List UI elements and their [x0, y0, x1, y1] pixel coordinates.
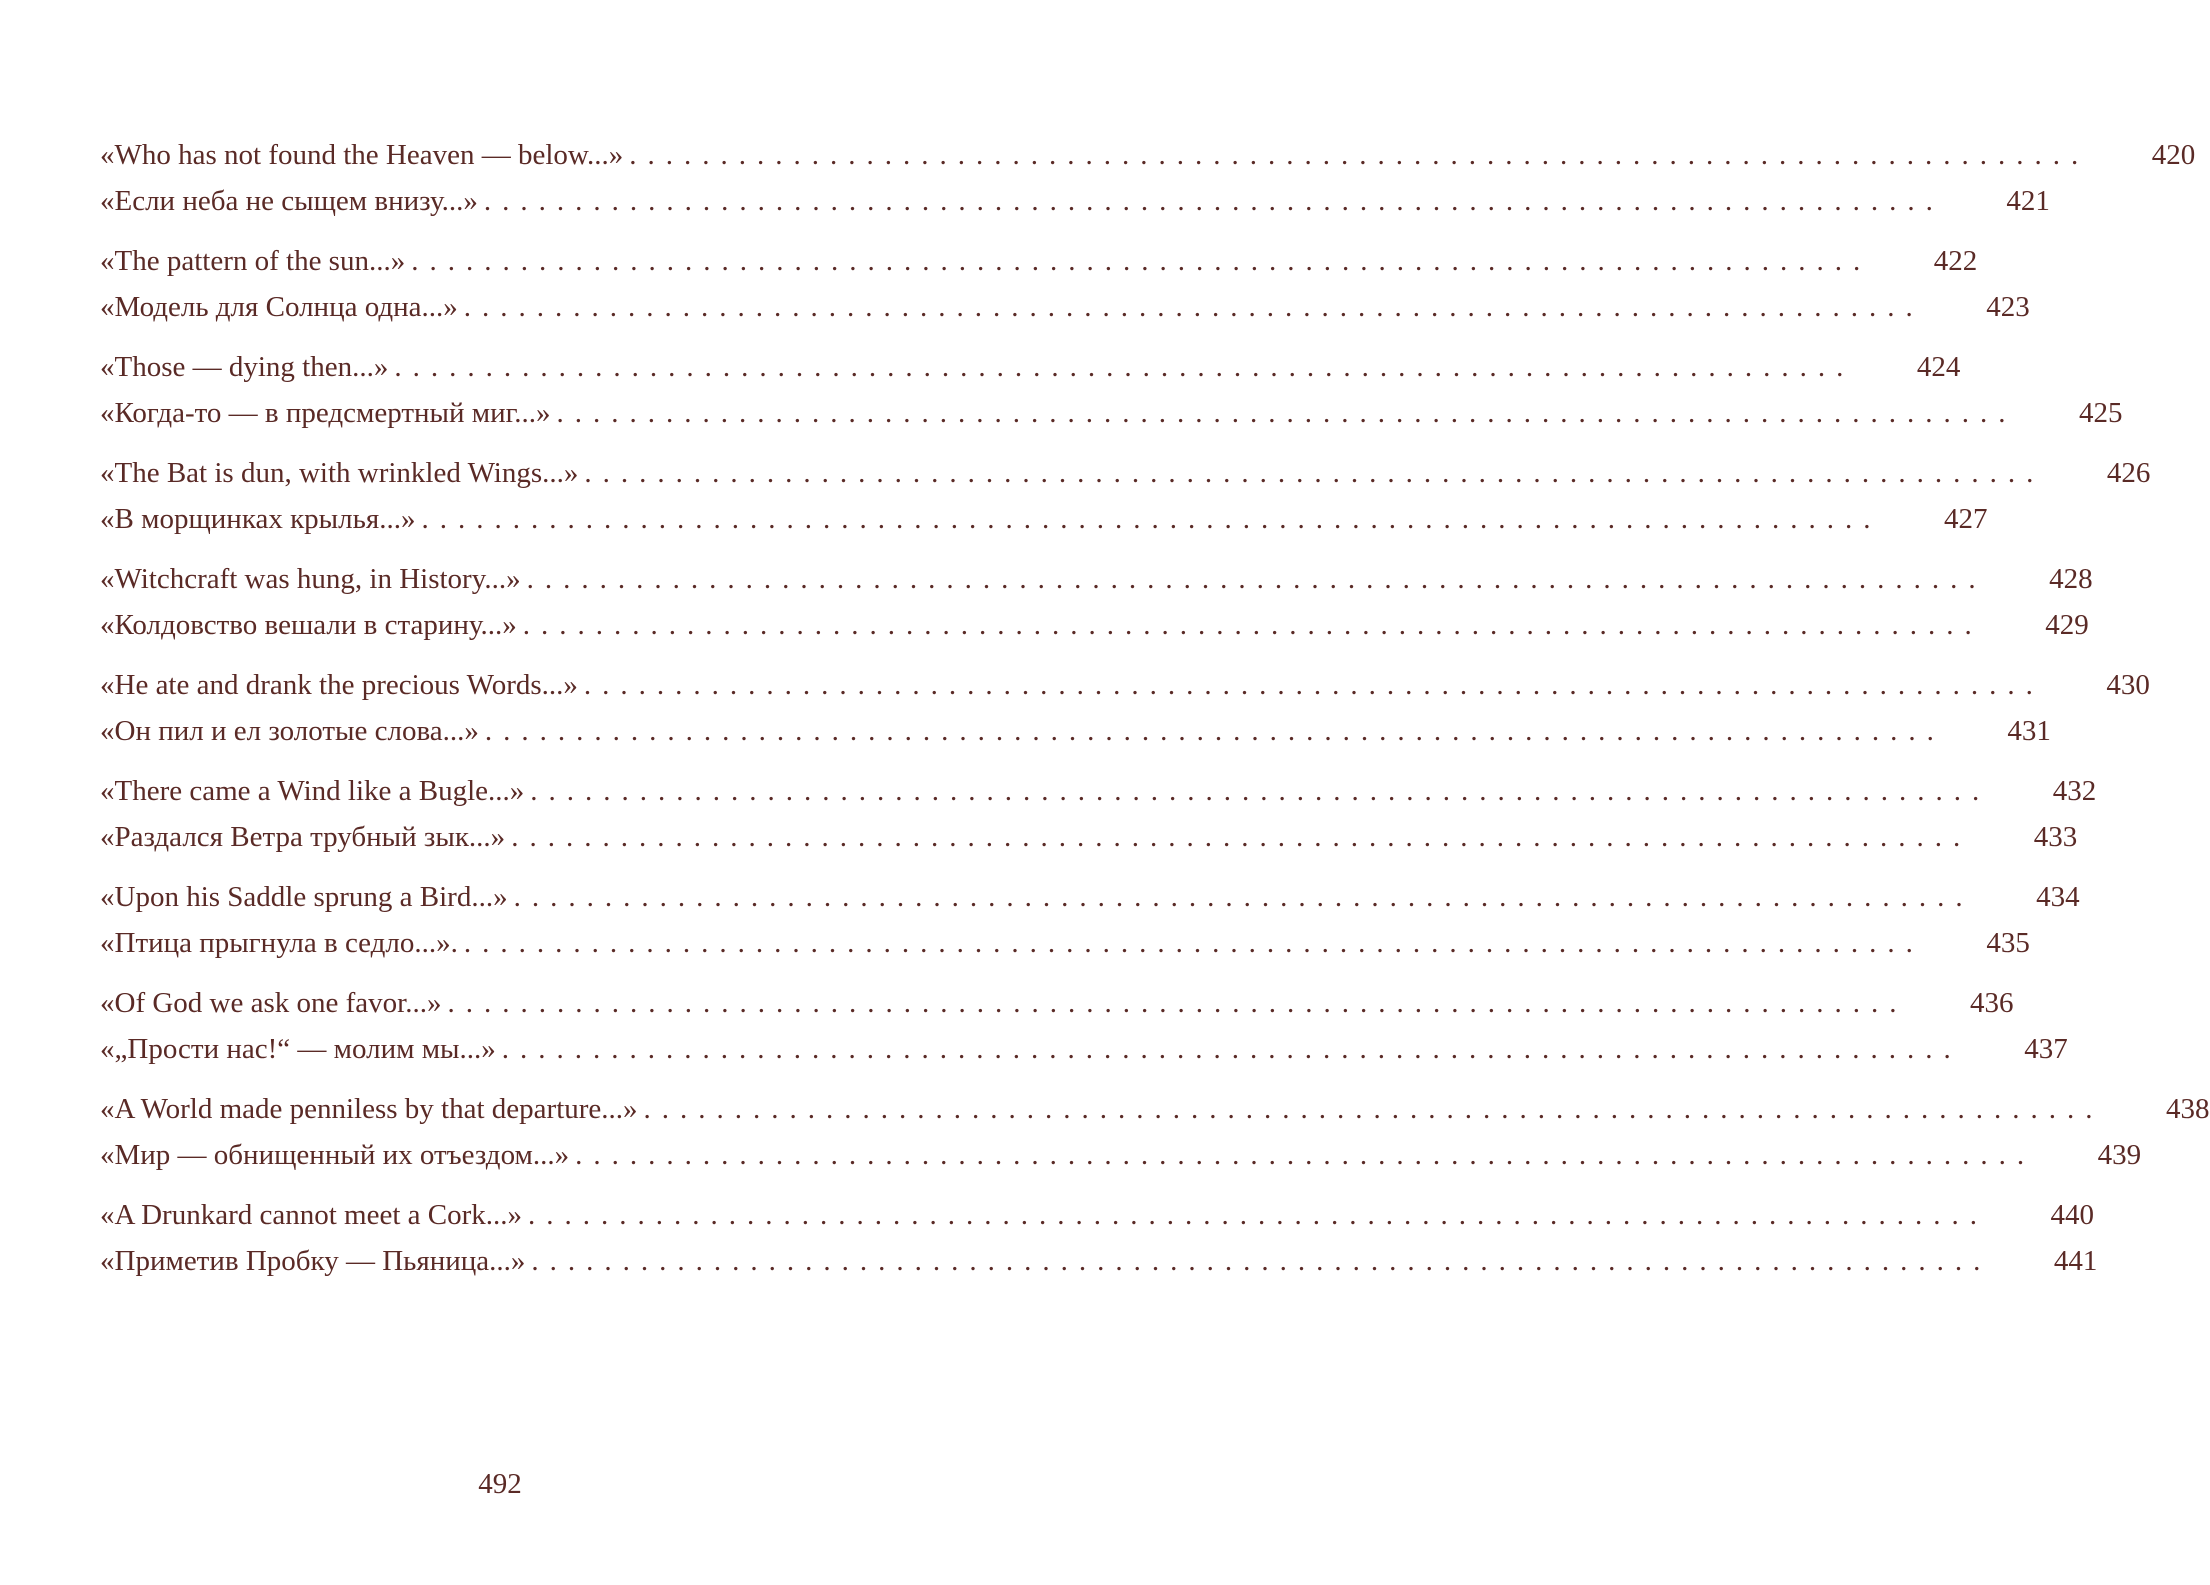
- toc-entry: [100, 284, 2030, 330]
- toc-entry-page: 423: [1986, 291, 2030, 323]
- toc-entry: [100, 390, 2123, 436]
- toc-group: [100, 556, 2093, 648]
- toc-entry-page: 426: [2106, 457, 2151, 489]
- toc-entry-title: «В морщинках крылья...»: [100, 503, 416, 535]
- toc-entry: [100, 1192, 2095, 1238]
- toc-entry-page: 431: [2007, 715, 2051, 747]
- dot-leader: ................................................................................: [501, 1033, 1962, 1065]
- dot-leader: ................................................................................: [421, 503, 1882, 535]
- toc-entry-title: «He ate and drank the precious Words...»: [100, 669, 578, 701]
- toc-entry: [100, 920, 2030, 966]
- dot-leader: ................................................................................: [522, 609, 1983, 641]
- toc-entry: [100, 496, 1988, 542]
- toc-entry-title: «Птица прыгнула в седло...».: [100, 927, 458, 959]
- dot-leader: ................................................................................: [484, 715, 1945, 747]
- toc-entry-page: 428: [2049, 563, 2093, 595]
- toc-entry-page: 430: [2106, 669, 2150, 701]
- toc-group: [100, 238, 2030, 330]
- toc-entry: [100, 814, 2078, 860]
- toc-entry-title: «The pattern of the sun...»: [100, 245, 406, 277]
- toc-entry-title: «„Прости нас!“ — молим мы...»: [100, 1033, 496, 1065]
- toc-entry-title: «There came a Wind like a Bugle...»: [100, 775, 525, 807]
- dot-leader: ................................................................................: [584, 457, 2045, 489]
- toc-entry: [100, 980, 2014, 1026]
- toc-entry-page: 437: [2024, 1033, 2068, 1065]
- toc-entry-title: «Those — dying then...»: [100, 351, 389, 383]
- toc-group: [100, 1192, 2098, 1284]
- toc-entry-page: 436: [1969, 987, 2014, 1019]
- toc-group: [100, 450, 2151, 542]
- toc-entry-page: 440: [2050, 1199, 2095, 1231]
- toc-entry-page: 438: [2166, 1093, 2210, 1125]
- dot-leader: ................................................................................: [463, 927, 1924, 959]
- toc-group: [100, 132, 2196, 224]
- toc-entry: [100, 1086, 2210, 1132]
- toc-group: [100, 980, 2068, 1072]
- toc-entry-page: 433: [2033, 821, 2078, 853]
- toc-entry: [100, 344, 1961, 390]
- toc-entry: [100, 708, 2051, 754]
- toc-entry: [100, 132, 2196, 178]
- toc-entry-title: «Мир — обнищенный их отъездом...»: [100, 1139, 570, 1171]
- dot-leader: ................................................................................: [513, 881, 1974, 913]
- toc-group: [100, 1086, 2210, 1178]
- toc-entry-page: 432: [2052, 775, 2097, 807]
- toc-group: [100, 344, 2123, 436]
- toc-entry: [100, 178, 2050, 224]
- toc-entry-title: «Witchcraft was hung, in History...»: [100, 563, 521, 595]
- dot-leader: ................................................................................: [530, 775, 1991, 807]
- toc-entry-title: «Когда-то — в предсмертный миг...»: [100, 397, 551, 429]
- toc-entry-title: «Приметив Пробку — Пьяница...»: [100, 1245, 526, 1277]
- toc-entry-title: «Он пил и ел золотые слова...»: [100, 715, 479, 747]
- dot-leader: ................................................................................: [447, 987, 1908, 1019]
- dot-leader: ................................................................................: [483, 185, 1944, 217]
- toc-entry-page: 439: [2097, 1139, 2142, 1171]
- toc-entry-page: 441: [2053, 1245, 2098, 1277]
- toc-entry: [100, 450, 2151, 496]
- dot-leader: ................................................................................: [411, 245, 1872, 277]
- toc-entry: [100, 874, 2080, 920]
- table-of-contents: [100, 132, 2210, 1298]
- dot-leader: ................................................................................: [643, 1093, 2104, 1125]
- toc-entry-page: 420: [2151, 139, 2196, 171]
- page-number: 492: [478, 1468, 522, 1500]
- toc-entry-page: 434: [2036, 881, 2080, 913]
- dot-leader: ................................................................................: [629, 139, 2090, 171]
- dot-leader: ................................................................................: [511, 821, 1972, 853]
- toc-entry-page: 421: [2006, 185, 2050, 217]
- toc-entry-title: «Если неба не сыщем внизу...»: [100, 185, 478, 217]
- dot-leader: ................................................................................: [575, 1139, 2036, 1171]
- dot-leader: ................................................................................: [531, 1245, 1992, 1277]
- toc-entry: [100, 662, 2150, 708]
- toc-group: [100, 768, 2097, 860]
- toc-entry-page: 422: [1933, 245, 1978, 277]
- toc-group: [100, 874, 2080, 966]
- toc-entry-title: «Модель для Солнца одна...»: [100, 291, 458, 323]
- toc-entry: [100, 1132, 2142, 1178]
- toc-entry-title: «The Bat is dun, with wrinkled Wings...»: [100, 457, 579, 489]
- toc-entry-page: 427: [1943, 503, 1988, 535]
- toc-entry: [100, 1238, 2098, 1284]
- toc-entry-page: 425: [2079, 397, 2123, 429]
- toc-entry: [100, 238, 1978, 284]
- toc-entry-title: «Upon his Saddle sprung a Bird...»: [100, 881, 508, 913]
- toc-entry-title: «A World made penniless by that departure...»: [100, 1093, 638, 1125]
- toc-entry: [100, 768, 2097, 814]
- toc-entry-title: «Колдовство вешали в старину...»: [100, 609, 517, 641]
- toc-entry-title: «Who has not found the Heaven — below...»: [100, 139, 624, 171]
- toc-entry: [100, 1026, 2068, 1072]
- dot-leader: ................................................................................: [583, 669, 2044, 701]
- toc-entry-page: 429: [2045, 609, 2089, 641]
- toc-entry-page: 435: [1986, 927, 2030, 959]
- dot-leader: ................................................................................: [463, 291, 1924, 323]
- toc-entry-title: «Of God we ask one favor...»: [100, 987, 442, 1019]
- toc-entry: [100, 556, 2093, 602]
- toc-entry-title: «Раздался Ветра трубный зык...»: [100, 821, 506, 853]
- dot-leader: ................................................................................: [394, 351, 1855, 383]
- dot-leader: ................................................................................: [528, 1199, 1989, 1231]
- toc-entry-title: «A Drunkard cannot meet a Cork...»: [100, 1199, 523, 1231]
- toc-group: [100, 662, 2150, 754]
- toc-entry-page: 424: [1916, 351, 1961, 383]
- toc-entry: [100, 602, 2089, 648]
- dot-leader: ................................................................................: [526, 563, 1987, 595]
- dot-leader: ................................................................................: [556, 397, 2017, 429]
